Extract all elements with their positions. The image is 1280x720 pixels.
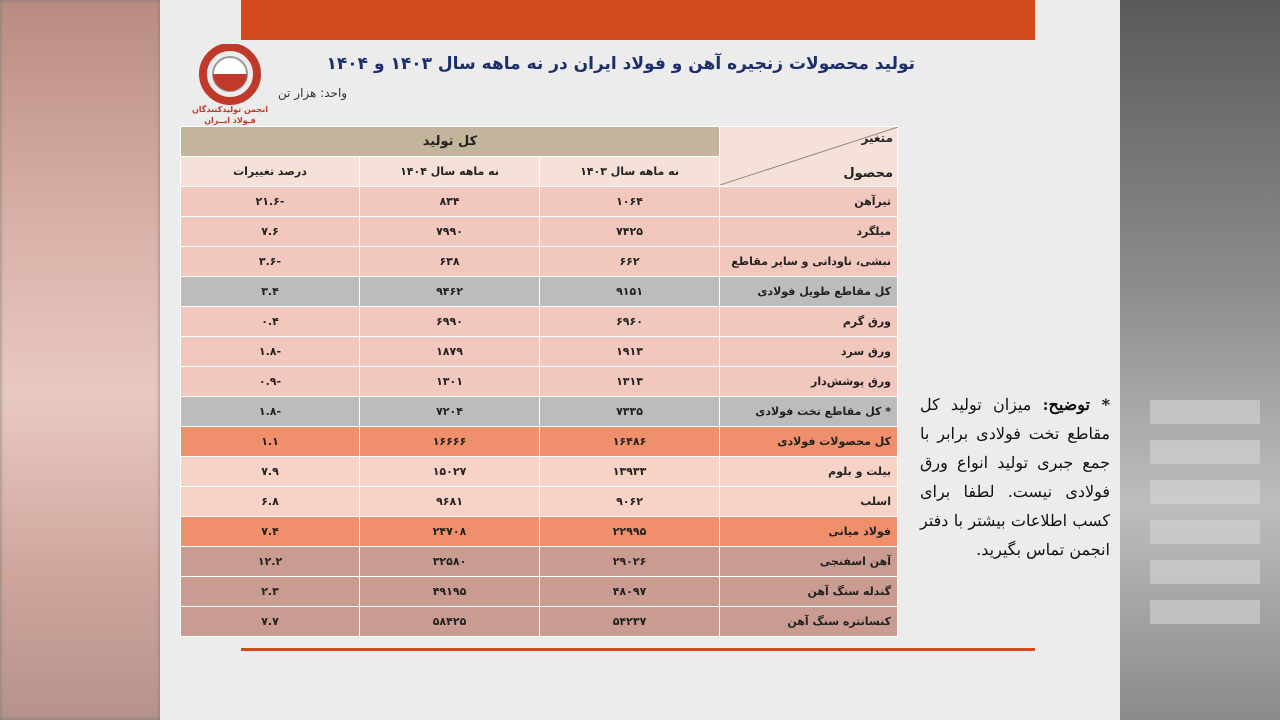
row-value-1403: ۱۰۶۴: [540, 187, 720, 217]
table-row: [181, 397, 898, 427]
row-change-percent: ۱.۱: [181, 427, 360, 457]
col-header-1403: نه ماهه سال ۱۴۰۳: [540, 157, 720, 187]
row-value-1404: ۷۹۹۰: [360, 217, 540, 247]
row-change-percent: -۱.۸: [181, 397, 360, 427]
logo-caption-2: فـولاد ایــران: [204, 116, 256, 125]
row-product-name: میلگرد: [720, 217, 898, 247]
row-product-name: ورق سرد: [720, 337, 898, 367]
table-row: [181, 427, 898, 457]
row-value-1404: ۳۲۵۸۰: [360, 547, 540, 577]
row-value-1404: ۶۳۸: [360, 247, 540, 277]
row-value-1403: ۲۲۹۹۵: [540, 517, 720, 547]
row-product-name: آهن اسفنجی: [720, 547, 898, 577]
note-text: میزان تولید کل مقاطع تخت فولادی برابر با جمع جبری تولید انواع ورق فولادی نیست. لطفا برای کسب اطلاعات بیشتر با دفتر انجمن تماس بگیرید.: [920, 395, 1110, 559]
corner-variable-label: متغیر: [861, 131, 894, 145]
table-row: [181, 187, 898, 217]
row-change-percent: ۰.۴: [181, 307, 360, 337]
row-value-1404: ۹۶۸۱: [360, 487, 540, 517]
table-row: [181, 457, 898, 487]
row-value-1403: ۵۴۲۳۷: [540, 607, 720, 637]
row-product-name: ورق پوشش‌دار: [720, 367, 898, 397]
row-value-1403: ۴۸۰۹۷: [540, 577, 720, 607]
unit-label: واحد: هزار تن: [278, 86, 348, 100]
corner-header: [720, 127, 898, 187]
row-change-percent: -۰.۹: [181, 367, 360, 397]
table-row: [181, 247, 898, 277]
page-title: تولید محصولات زنجیره آهن و فولاد ایران در نه ماهه سال ۱۴۰۳ و ۱۴۰۴: [326, 54, 915, 74]
slide: [160, 0, 1120, 720]
row-value-1404: ۱۸۷۹: [360, 337, 540, 367]
row-value-1403: ۱۶۴۸۶: [540, 427, 720, 457]
row-change-percent: ۳.۴: [181, 277, 360, 307]
row-value-1403: ۹۰۶۲: [540, 487, 720, 517]
table-row: [181, 547, 898, 577]
row-change-percent: ۱۲.۲: [181, 547, 360, 577]
row-change-percent: ۷.۶: [181, 217, 360, 247]
production-table: [180, 126, 898, 637]
row-product-name: کل مقاطع طویل فولادی: [720, 277, 898, 307]
row-change-percent: ۲.۳: [181, 577, 360, 607]
row-value-1404: ۱۵۰۲۷: [360, 457, 540, 487]
row-value-1404: ۲۴۷۰۸: [360, 517, 540, 547]
table-row: [181, 277, 898, 307]
row-value-1403: ۱۹۱۳: [540, 337, 720, 367]
row-product-name: بیلت و بلوم: [720, 457, 898, 487]
logo-caption-1: انجمن تولیدکنندگان: [191, 105, 269, 114]
row-value-1404: ۶۹۹۰: [360, 307, 540, 337]
row-value-1403: ۹۱۵۱: [540, 277, 720, 307]
row-product-name: ورق گرم: [720, 307, 898, 337]
note-label: * توضیح:: [1042, 395, 1110, 414]
row-value-1404: ۴۹۱۹۵: [360, 577, 540, 607]
footer-line: [241, 648, 1035, 651]
row-value-1403: ۲۹۰۲۶: [540, 547, 720, 577]
row-value-1403: ۶۶۲: [540, 247, 720, 277]
table-row: [181, 367, 898, 397]
row-product-name: نبشی، ناودانی و سایر مقاطع: [720, 247, 898, 277]
col-header-1404: نه ماهه سال ۱۴۰۴: [360, 157, 540, 187]
row-product-name: تیرآهن: [720, 187, 898, 217]
row-value-1403: ۱۳۹۳۳: [540, 457, 720, 487]
row-product-name: * کل مقاطع تخت فولادی: [720, 397, 898, 427]
table-row: [181, 517, 898, 547]
table-row: [181, 217, 898, 247]
corner-product-label: محصول: [843, 166, 894, 181]
row-value-1404: ۹۴۶۲: [360, 277, 540, 307]
row-product-name: گندله سنگ آهن: [720, 577, 898, 607]
row-value-1404: ۱۶۶۶۶: [360, 427, 540, 457]
association-logo: [190, 44, 270, 126]
row-change-percent: ۷.۴: [181, 517, 360, 547]
row-value-1403: ۶۹۶۰: [540, 307, 720, 337]
header-bar: [241, 0, 1035, 40]
table-row: [181, 337, 898, 367]
blurred-background-right: [1120, 0, 1280, 720]
row-change-percent: ۷.۹: [181, 457, 360, 487]
row-product-name: اسلب: [720, 487, 898, 517]
row-value-1404: ۸۳۴: [360, 187, 540, 217]
row-value-1404: ۱۳۰۱: [360, 367, 540, 397]
row-change-percent: ۷.۷: [181, 607, 360, 637]
col-header-change: درصد تغییرات: [181, 157, 360, 187]
blurred-background-left: [0, 0, 160, 720]
row-product-name: کنسانتره سنگ آهن: [720, 607, 898, 637]
table-row: [181, 307, 898, 337]
table-row: [181, 577, 898, 607]
row-change-percent: -۳.۶: [181, 247, 360, 277]
row-product-name: کل محصولات فولادی: [720, 427, 898, 457]
row-value-1403: ۷۴۲۵: [540, 217, 720, 247]
row-change-percent: -۲۱.۶: [181, 187, 360, 217]
table-row: [181, 607, 898, 637]
row-value-1403: ۱۳۱۳: [540, 367, 720, 397]
row-value-1403: ۷۳۳۵: [540, 397, 720, 427]
explanation-note: [920, 390, 1110, 564]
row-value-1404: ۵۸۴۲۵: [360, 607, 540, 637]
row-change-percent: ۶.۸: [181, 487, 360, 517]
row-product-name: فولاد میانی: [720, 517, 898, 547]
group-header-total: کل تولید: [181, 127, 720, 157]
row-change-percent: -۱.۸: [181, 337, 360, 367]
table-row: [181, 487, 898, 517]
row-value-1404: ۷۲۰۴: [360, 397, 540, 427]
